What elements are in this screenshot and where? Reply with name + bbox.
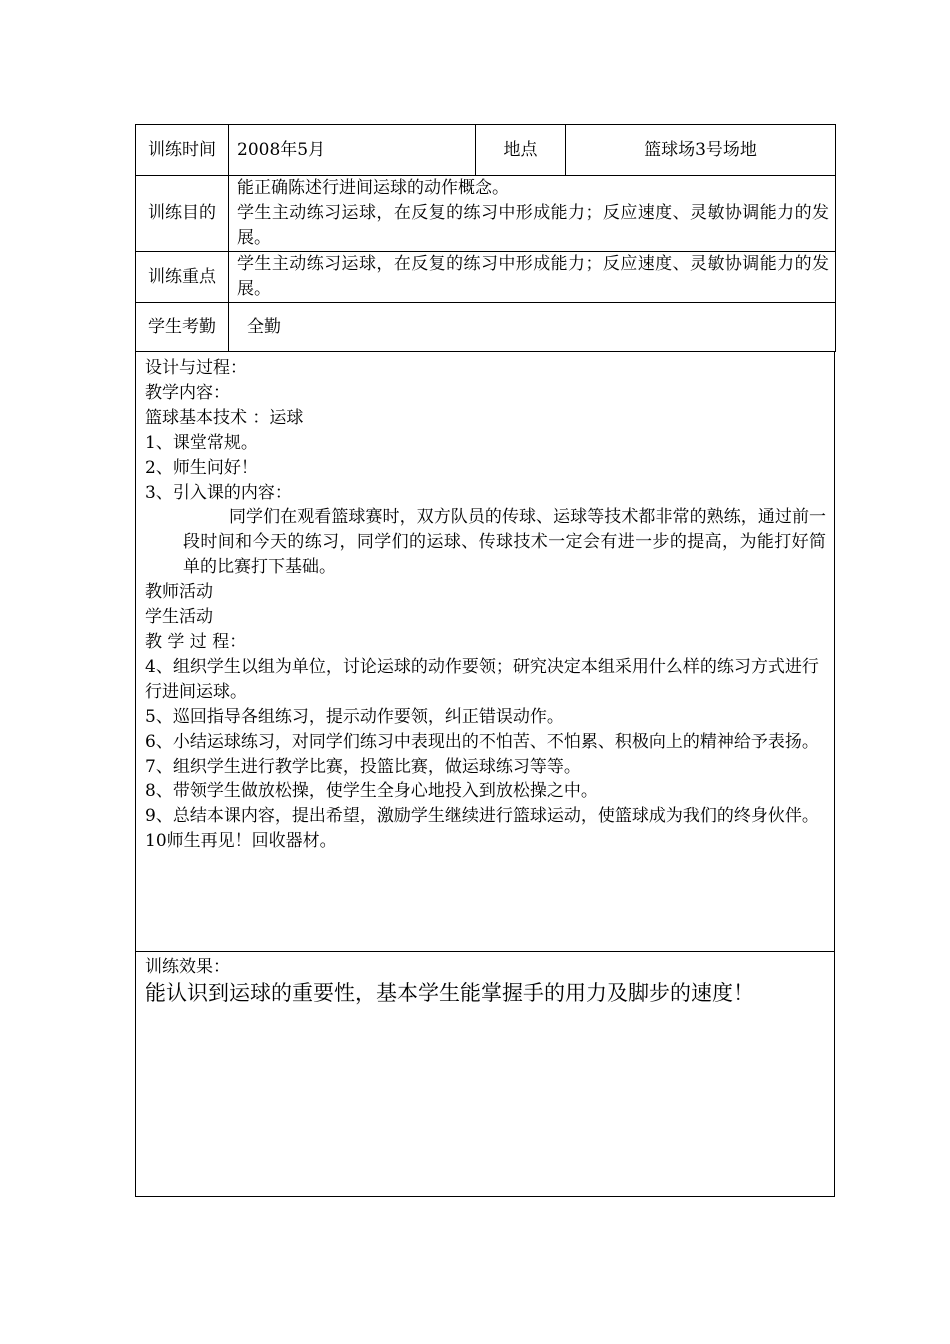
info-table bbox=[135, 124, 836, 352]
design-heading: 设计与过程： bbox=[145, 358, 247, 378]
place-label: 地点 bbox=[476, 125, 566, 176]
step-6: 6、小结运球练习，对同学们练习中表现出的不怕苦、不怕累、积极向上的精神给予表扬。 bbox=[145, 731, 819, 752]
step-4: 4、组织学生以组为单位，讨论运球的动作要领；研究决定本组采用什么样的练习方式进行行进间运球。 bbox=[145, 656, 819, 702]
lesson-plan-sheet bbox=[135, 124, 835, 1197]
attendance-row bbox=[136, 303, 836, 352]
topic: 篮球基本技术 ：运球 bbox=[145, 407, 304, 428]
step-8: 8、带领学生做放松操，使学生全身心地投入到放松操之中。 bbox=[145, 781, 598, 802]
step-9: 9、总结本课内容，提出希望，激励学生继续进行篮球运动，使篮球成为我们的终身伙伴。 bbox=[145, 806, 819, 827]
focus-label: 训练重点 bbox=[136, 252, 229, 303]
goal-row bbox=[136, 176, 836, 252]
design-section bbox=[136, 352, 834, 952]
attendance-value: 全勤 bbox=[229, 303, 836, 352]
time-place-row bbox=[136, 125, 836, 176]
step-7: 7、组织学生进行教学比赛，投篮比赛，做运球练习等等。 bbox=[145, 756, 581, 777]
step-10: 10师生再见！回收器材。 bbox=[145, 831, 337, 852]
goal-line-1: 能正确陈述行进间运球的动作概念。 bbox=[237, 178, 509, 198]
effect-section bbox=[136, 952, 834, 1196]
effect-text: 能认识到运球的重要性，基本学生能掌握手的用力及脚步的速度！ bbox=[145, 981, 754, 1005]
time-label: 训练时间 bbox=[136, 125, 229, 176]
step-5: 5、巡回指导各组练习，提示动作要领，纠正错误动作。 bbox=[145, 706, 564, 727]
time-value: 2008年5月 bbox=[229, 125, 476, 176]
intro-paragraph: 同学们在观看篮球赛时，双方队员的传球、运球等技术都非常的熟练，通过前一段时间和今天的练习，同学们的运球、传球技术一定会有进一步的提高，为能打好简单的比赛打下基础。 bbox=[183, 507, 826, 578]
focus-row bbox=[136, 252, 836, 303]
goal-line-2: 学生主动练习运球，在反复的练习中形成能力；反应速度、灵敏协调能力的发展。 bbox=[237, 203, 829, 248]
goal-value bbox=[229, 176, 836, 252]
content-box bbox=[135, 352, 835, 1197]
place-value: 篮球场3号场地 bbox=[566, 125, 836, 176]
step-3: 3、引入课的内容： bbox=[145, 482, 292, 503]
teacher-activity: 教师活动 bbox=[145, 582, 213, 603]
goal-label: 训练目的 bbox=[136, 176, 229, 252]
effect-label: 训练效果： bbox=[145, 957, 230, 977]
step-2: 2、师生问好！ bbox=[145, 457, 258, 478]
student-activity: 学生活动 bbox=[145, 607, 213, 628]
content-label: 教学内容： bbox=[145, 382, 230, 403]
step-1: 1、课堂常规。 bbox=[145, 432, 258, 453]
process-label: 教 学 过 程： bbox=[145, 631, 247, 652]
focus-value: 学生主动练习运球，在反复的练习中形成能力；反应速度、灵敏协调能力的发展。 bbox=[229, 252, 836, 303]
attendance-label: 学生考勤 bbox=[136, 303, 229, 352]
